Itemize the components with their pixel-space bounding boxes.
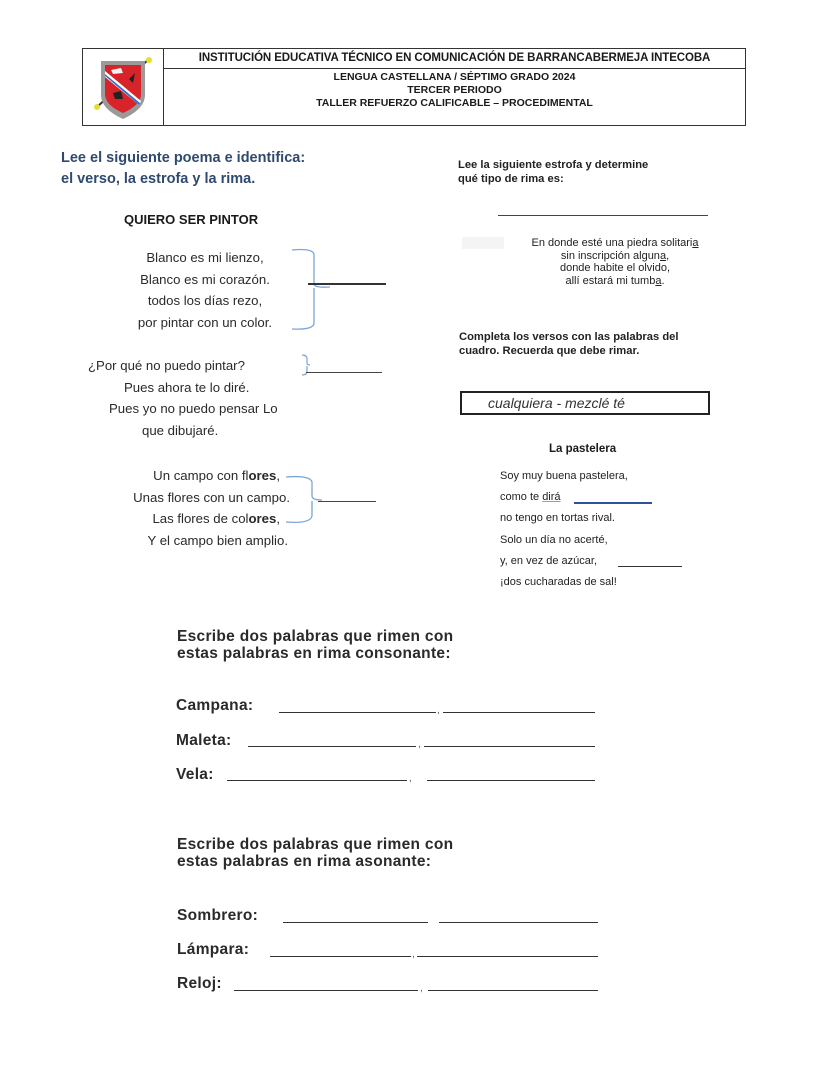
verse: Soy muy buena pastelera, (500, 470, 628, 482)
separator: , (420, 983, 423, 994)
answer-blank[interactable] (279, 712, 436, 713)
answer-blank[interactable] (439, 922, 598, 923)
verse: En donde esté una piedra solitaria (531, 237, 699, 249)
assonant-row-label: Reloj: (177, 975, 222, 992)
word-bank-box: cualquiera - mezclé té (460, 391, 710, 415)
poem-instruction (61, 148, 305, 190)
instruction-line-1: Lee la siguiente estrofa y determine (458, 159, 649, 171)
stanza-2 (80, 355, 320, 441)
answer-blank[interactable] (428, 990, 598, 991)
verse: Solo un día no acerté, (500, 533, 608, 546)
institution-name: INSTITUCIÓN EDUCATIVA TÉCNICO EN COMUNICACIÓN DE BARRANCABERMEJA INTECOBA (164, 49, 745, 69)
answer-blank[interactable] (443, 712, 595, 713)
answer-blank[interactable] (248, 746, 416, 747)
verse: Pues yo no puedo pensar Lo (109, 401, 278, 416)
verse: Unas flores con un campo. (133, 489, 290, 505)
verse: allí estará mi tumba. (565, 274, 665, 287)
verse: donde habite el olvido, (559, 262, 671, 274)
instruction-line-1: Completa los versos con las palabras del (459, 331, 679, 343)
verse: sin inscripción alguna, (560, 249, 670, 262)
assonant-row-label: Lámpara: (177, 941, 250, 958)
subject-grade: LENGUA CASTELLANA / SÉPTIMO GRADO 2024 (333, 71, 576, 83)
logo-cell (83, 49, 164, 125)
answer-blank-stanza-1[interactable] (308, 283, 386, 285)
answer-blank[interactable] (234, 990, 418, 991)
answer-blank[interactable] (227, 780, 407, 781)
bracket-stanza-3-icon (284, 474, 334, 526)
verse: ¡dos cucharadas de sal! (500, 576, 617, 589)
poem-title: QUIERO SER PINTOR (124, 212, 259, 227)
header-table (82, 48, 746, 126)
verse: que dibujaré. (142, 422, 219, 438)
instruction-line-2: el verso, la estrofa y la rima. (61, 171, 256, 187)
stanza-1 (100, 247, 310, 333)
answer-blank[interactable] (283, 922, 428, 923)
answer-blank[interactable] (427, 780, 595, 781)
instruction-line-2: qué tipo de rima es: (458, 173, 564, 185)
verse: Pues ahora te lo diré. (124, 379, 250, 395)
answer-blank-stanza-2[interactable] (306, 372, 382, 373)
consonant-row-label: Vela: (176, 766, 214, 783)
rhyme-stanza (508, 237, 722, 287)
verse: por pintar con un color. (137, 314, 273, 330)
consonant-row-label: Maleta: (176, 732, 232, 749)
header-details (164, 69, 745, 125)
stanza-3 (98, 465, 298, 551)
title-line-1: Escribe dos palabras que rimen con (177, 628, 454, 645)
pastelera-poem (500, 466, 720, 593)
answer-blank-stanza-3[interactable] (318, 501, 376, 502)
verse: Y el campo bien amplio. (147, 532, 288, 548)
verse: Las flores de colores, (152, 511, 280, 526)
verse: no tengo en tortas rival. (500, 512, 615, 525)
assonant-row-label: Sombrero: (177, 907, 259, 924)
verse: como te dirá (500, 487, 720, 508)
bracket-stanza-1-icon (290, 244, 400, 336)
pastelera-title: La pastelera (549, 443, 617, 455)
school-crest-icon (83, 49, 163, 125)
separator: , (412, 949, 415, 960)
title-line-2: estas palabras en rima consonante: (177, 645, 451, 662)
complete-verses-instruction (459, 330, 678, 358)
verse: Un campo con flores, (153, 468, 280, 483)
verse: todos los días rezo, (147, 293, 263, 308)
verse: y, en vez de azúcar, (500, 551, 720, 572)
faded-mark (462, 237, 504, 249)
verse: Blanco es mi lienzo, (146, 250, 264, 265)
answer-blank[interactable] (270, 956, 411, 957)
rhyme-type-instruction (458, 158, 648, 186)
verse: ¿Por qué no puedo pintar? (88, 358, 245, 373)
period: TERCER PERIODO (407, 84, 502, 96)
answer-blank-line5[interactable] (618, 566, 682, 567)
verse: Blanco es mi corazón. (140, 271, 270, 287)
separator: , (409, 773, 412, 784)
title-line-2: estas palabras en rima asonante: (177, 853, 432, 870)
answer-blank[interactable] (424, 746, 595, 747)
workshop-title: TALLER REFUERZO CALIFICABLE – PROCEDIMENTAL (316, 97, 593, 109)
instruction-line-1: Lee el siguiente poema e identifica: (61, 150, 306, 166)
consonant-exercise-title (177, 628, 453, 662)
bracket-stanza-2-icon (300, 353, 314, 377)
title-line-1: Escribe dos palabras que rimen con (177, 836, 454, 853)
answer-blank-line2[interactable] (574, 502, 652, 504)
separator: , (437, 705, 440, 716)
assonant-exercise-title (177, 836, 453, 870)
rhyme-type-answer-blank[interactable] (498, 215, 708, 216)
consonant-row-label: Campana: (176, 697, 254, 714)
instruction-line-2: cuadro. Recuerda que debe rimar. (459, 345, 640, 357)
answer-blank[interactable] (417, 956, 598, 957)
separator: , (418, 739, 421, 750)
